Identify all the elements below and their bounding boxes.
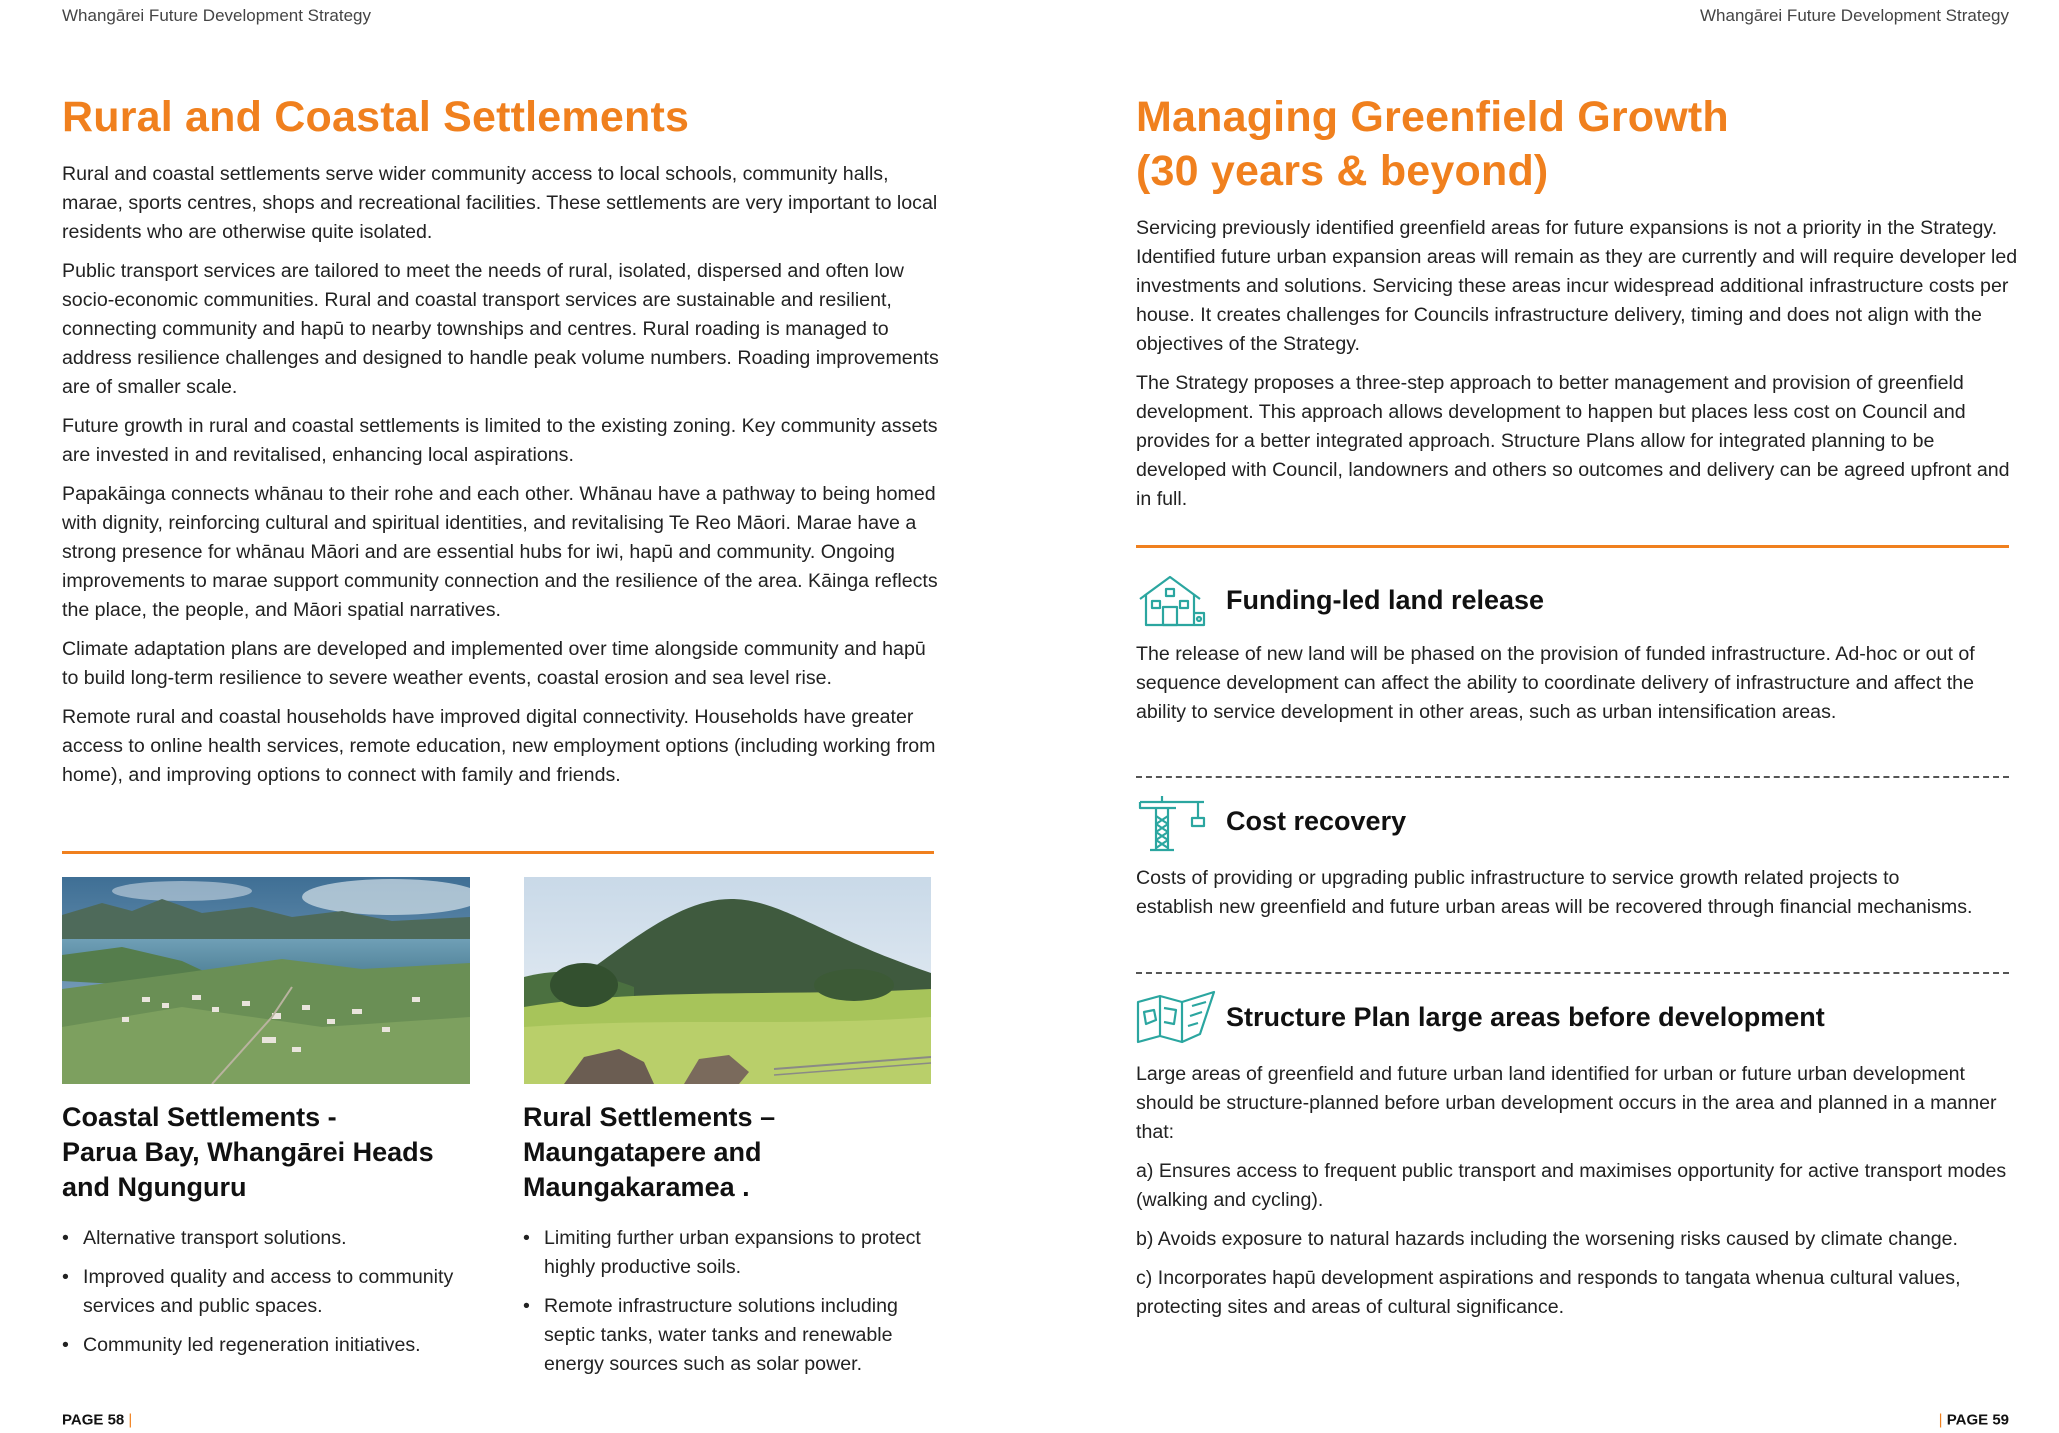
coastal-settlement-photo	[62, 877, 470, 1084]
list-item: • Alternative transport solutions.	[62, 1224, 472, 1253]
coastal-title-line: Coastal Settlements -	[62, 1102, 337, 1132]
paragraph: Rural and coastal settlements serve wider community access to local schools, community halls, marae, sports centres, shops and recreational facilities. These settlements are very important to local residents who are otherwise quite isolated.	[62, 163, 938, 243]
section-divider	[62, 851, 934, 854]
structure-plan-text	[1136, 1060, 2026, 1332]
rural-title-line: Rural Settlements –	[523, 1102, 776, 1132]
coastal-title-line: and Ngunguru	[62, 1172, 247, 1202]
list-item: • Remote infrastructure solutions including septic tanks, water tanks and renewable energy sources such as solar power.	[523, 1292, 943, 1379]
paragraph: Servicing previously identified greenfield areas for future expansions is not a priority in the Strategy. Identified future urban expansion areas will remain as they are currently and will require developer led investments and solutions. Servicing these areas incur widespread additional infrastructure costs per house. It creates challenges for Councils infrastructure delivery, timing and does not align with the objectives of the Strategy.	[1136, 217, 2018, 355]
crane-icon	[1136, 794, 1208, 852]
page-number-left	[62, 1412, 132, 1429]
page-number-bar: |	[128, 1411, 133, 1429]
dashed-divider	[1136, 776, 2009, 778]
cost-recovery-title: Cost recovery	[1226, 806, 1407, 836]
rural-settlements-heading	[523, 1100, 943, 1205]
paragraph: Large areas of greenfield and future urban land identified for urban or future urban development should be structure-planned before urban development occurs in the area and planned in a manner that:	[1136, 1063, 1997, 1143]
running-header-right: Whangārei Future Development Strategy	[1700, 6, 2009, 25]
list-item: a) Ensures access to frequent public transport and maximises opportunity for active transport modes (walking and cycling).	[1136, 1160, 2007, 1211]
paragraph: The release of new land will be phased on the provision of funded infrastructure. Ad-hoc or out of sequence development can affect the ability to coordinate delivery of infrastructure and affect the ability to service development in other areas, such as urban intensification areas.	[1136, 643, 1975, 723]
rural-title-line: Maungakaramea .	[523, 1172, 750, 1202]
list-item: • Improved quality and access to community services and public spaces.	[62, 1263, 472, 1321]
page-title-line: (30 years & beyond)	[1136, 147, 1549, 195]
coastal-title-line: Parua Bay, Whangārei Heads	[62, 1137, 434, 1167]
section-divider	[1136, 545, 2009, 548]
page-title-greenfield	[1136, 90, 2016, 198]
list-item: • Community led regeneration initiatives.	[62, 1331, 472, 1360]
rural-settlement-photo	[524, 877, 931, 1084]
house-icon	[1136, 573, 1208, 629]
dashed-divider	[1136, 972, 2009, 974]
paragraph: Remote rural and coastal households have improved digital connectivity. Households have greater access to online health services, remote education, new employment options (including working from home), and improving options to connect with family and friends.	[62, 706, 936, 786]
page-number-label: PAGE 59	[1946, 1411, 2009, 1429]
page-number-label: PAGE 58	[62, 1411, 125, 1429]
coastal-settlements-heading	[62, 1100, 482, 1205]
paragraph: Future growth in rural and coastal settlements is limited to the existing zoning. Key community assets are invested in and revitalised, enhancing local aspirations.	[62, 415, 938, 466]
page-number-bar: |	[1938, 1411, 1943, 1429]
coastal-bullet-list	[62, 1224, 472, 1370]
map-icon	[1136, 990, 1220, 1046]
funding-led-text	[1136, 640, 1976, 737]
structure-plan-title: Structure Plan large areas before development	[1226, 1002, 1825, 1032]
paragraph: Climate adaptation plans are developed and implemented over time alongside community and hapū to build long-term resilience to severe weather events, coastal erosion and sea level rise.	[62, 638, 926, 689]
rural-bullet-list	[523, 1224, 943, 1389]
funding-led-title: Funding-led land release	[1226, 585, 1545, 615]
page-number-right	[1939, 1412, 2009, 1429]
right-page	[1030, 0, 2059, 1433]
cost-recovery-text	[1136, 864, 1976, 932]
list-item: b) Avoids exposure to natural hazards including the worsening risks caused by climate change.	[1136, 1228, 1958, 1250]
paragraph: Public transport services are tailored to meet the needs of rural, isolated, dispersed and often low socio-economic communities. Rural and coastal transport services are sustainable and resilient, connecting community and hapū to nearby townships and centres. Rural roading is managed to address resilience challenges and designed to handle peak volume numbers. Roading improvements are of smaller scale.	[62, 260, 939, 398]
greenfield-body	[1136, 214, 2026, 524]
paragraph: Papakāinga connects whānau to their rohe and each other. Whānau have a pathway to being homed with dignity, reinforcing cultural and spiritual identities, and revitalising Te Reo Māori. Marae have a strong presence for whānau Māori and are essential hubs for iwi, hapū and community. Ongoing improvements to marae support community connection and the resilience of the area. Kāinga reflects the place, the people, and Māori spatial narratives.	[62, 483, 938, 621]
list-item: • Limiting further urban expansions to protect highly productive soils.	[523, 1224, 943, 1282]
page-title-rural-coastal: Rural and Coastal Settlements	[62, 93, 690, 141]
list-item: c) Incorporates hapū development aspirations and responds to tangata whenua cultural values, protecting sites and areas of cultural significance.	[1136, 1267, 1961, 1318]
rural-title-line: Maungatapere and	[523, 1137, 762, 1167]
paragraph: Costs of providing or upgrading public infrastructure to service growth related projects to establish new greenfield and future urban areas will be recovered through financial mechanisms.	[1136, 867, 1973, 918]
running-header-left: Whangārei Future Development Strategy	[62, 6, 371, 25]
page-title-line: Managing Greenfield Growth	[1136, 93, 1729, 141]
paragraph: The Strategy proposes a three-step approach to better management and provision of greenfield development. This approach allows development to happen but places less cost on Council and provides for a better integrated approach. Structure Plans allow for integrated planning to be developed with Council, landowners and others so outcomes and delivery can be agreed upfront and in full.	[1136, 372, 2010, 510]
rural-coastal-body	[62, 160, 942, 800]
